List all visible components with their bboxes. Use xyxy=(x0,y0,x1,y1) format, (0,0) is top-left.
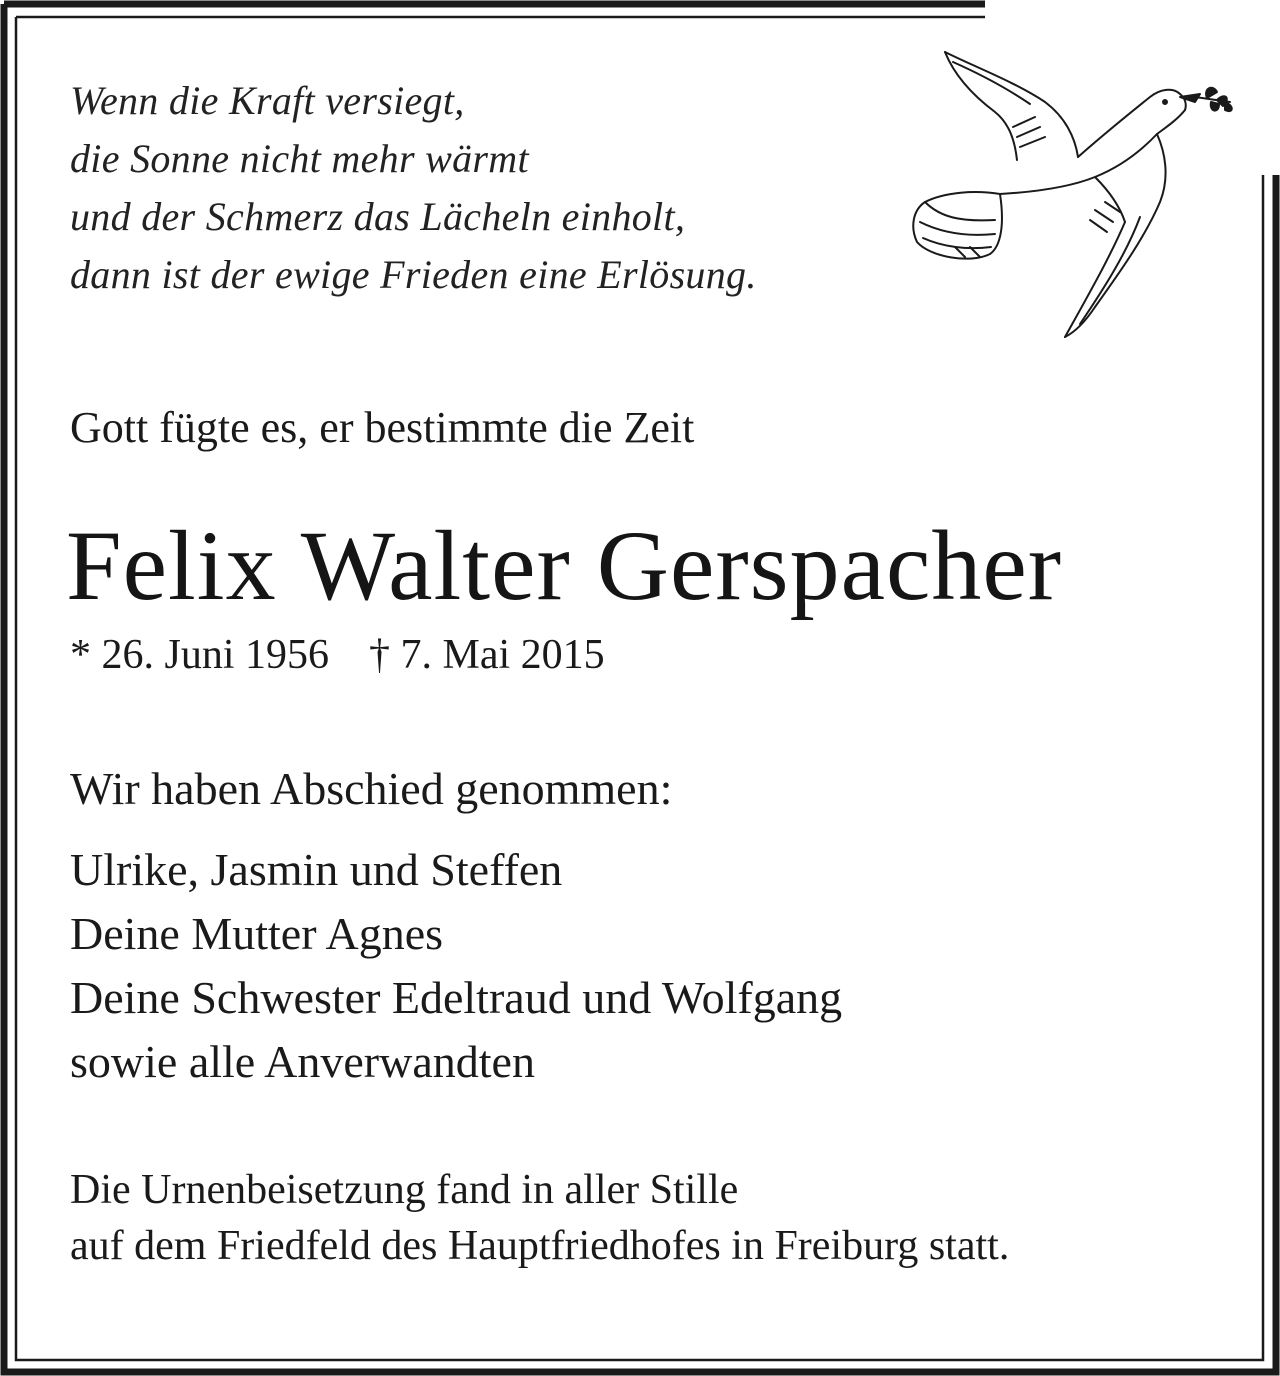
burial-line: Die Urnenbeisetzung fand in aller Stille xyxy=(70,1167,739,1213)
poem-line: die Sonne nicht mehr wärmt xyxy=(70,136,529,181)
mourners-list xyxy=(70,838,842,1094)
dove-icon xyxy=(895,42,1240,342)
birth-date: * 26. Juni 1956 xyxy=(70,632,330,678)
mourner-line: Deine Schwester Edeltraud und Wolfgang xyxy=(70,972,843,1023)
mourner-line: Deine Mutter Agnes xyxy=(70,908,444,959)
death-date: † 7. Mai 2015 xyxy=(369,632,605,678)
mourner-line: sowie alle Anverwandten xyxy=(70,1036,535,1087)
lead-sentence: Gott fügte es, er bestimmte die Zeit xyxy=(70,403,695,452)
deceased-name: Felix Walter Gerspacher xyxy=(66,510,1063,621)
burial-line: auf dem Friedfeld des Hauptfriedhofes in Freiburg statt. xyxy=(70,1223,1010,1269)
life-dates xyxy=(70,628,605,682)
burial-notice xyxy=(70,1162,1009,1274)
poem-line: dann ist der ewige Frieden eine Erlösung. xyxy=(70,252,757,297)
poem-line: und der Schmerz das Lächeln einholt, xyxy=(70,194,686,239)
farewell-heading: Wir haben Abschied genommen: xyxy=(70,763,673,814)
mourner-line: Ulrike, Jasmin und Steffen xyxy=(70,844,563,895)
poem-line: Wenn die Kraft versiegt, xyxy=(70,78,465,123)
poem xyxy=(70,72,757,304)
